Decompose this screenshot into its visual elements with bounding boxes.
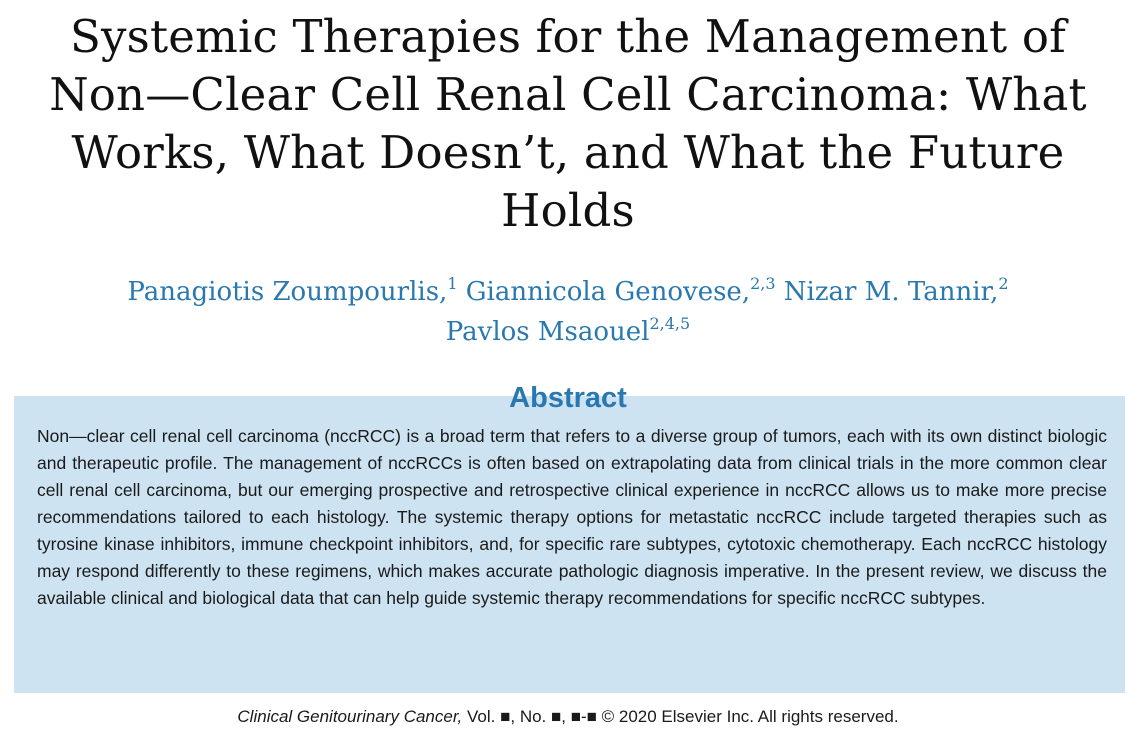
citation-details: Vol. ■, No. ■, ■-■ © 2020 Elsevier Inc. All rights reserved.: [467, 707, 899, 726]
author-affiliations: 1: [447, 274, 458, 293]
author-name: Giannicola Genovese,: [465, 277, 751, 307]
author-affiliations: 2: [998, 274, 1009, 293]
author-entry: [783, 274, 1009, 307]
article-title: Systemic Therapies for the Management of Non—Clear Cell Renal Cell Carcinoma: What Works, What Doesn’t, and What the Future Holds: [49, 10, 1087, 237]
author-entry: [465, 274, 776, 307]
abstract-text: Non—clear cell renal cell carcinoma (nccRCC) is a broad term that refers to a diverse group of tumors, each with its own distinct biologic and therapeutic profile. The management of nccRCCs is often based on extrapolating data from clinical trials in the more common clear cell renal cell carcinoma, but our emerging prospective and retrospective clinical experience in nccRCC allows us to make more precise recommendations tailored to each histology. The systemic therapy options for metastatic nccRCC include targeted therapies such as tyrosine kinase inhibitors, immune checkpoint inhibitors, and, for specific rare subtypes, cytotoxic chemotherapy. Each nccRCC histology may respond differently to these regimens, which makes accurate pathologic diagnosis imperative. In the present review, we discuss the available clinical and biological data that can help guide systemic therapy recommendations for specific nccRCC subtypes.: [37, 426, 1107, 608]
author-name: Pavlos Msaouel: [445, 317, 650, 347]
author-list: [60, 272, 1076, 352]
abstract-box: [14, 396, 1125, 693]
author-name: Panagiotis Zoumpourlis,: [127, 277, 448, 307]
author-name: Nizar M. Tannir,: [783, 277, 999, 307]
author-affiliations: 2,3: [750, 274, 776, 293]
author-entry: [127, 274, 458, 307]
journal-name: Clinical Genitourinary Cancer,: [237, 707, 463, 726]
author-affiliations: 2,4,5: [649, 314, 691, 333]
author-entry: [445, 314, 691, 347]
abstract-heading: Abstract: [509, 382, 627, 414]
journal-footer: [0, 704, 1136, 730]
